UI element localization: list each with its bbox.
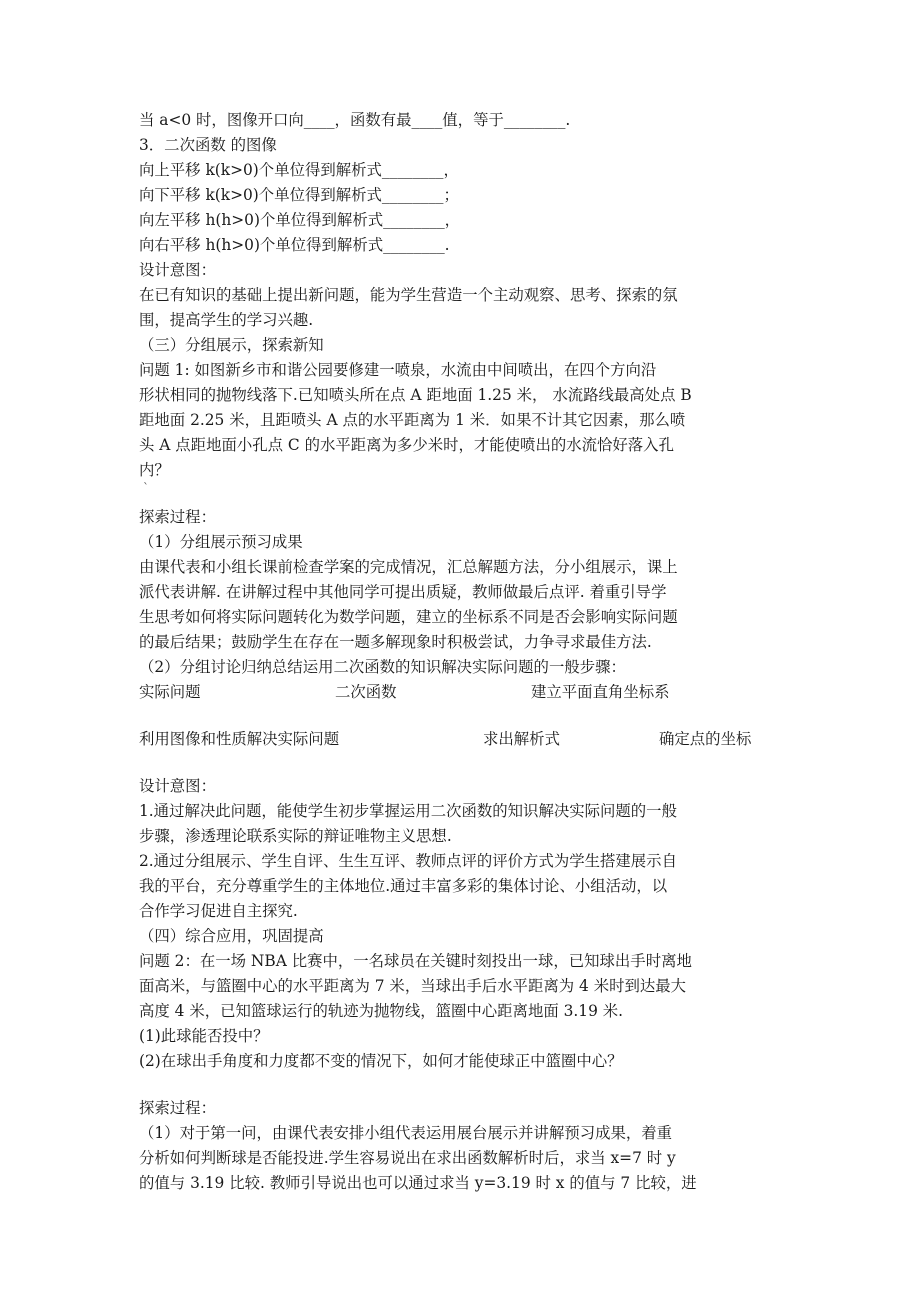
text-line: 向左平移 h(h>0)个单位得到解析式________，	[139, 211, 461, 229]
text-line: 当 a<0 时，图像开口向____，函数有最____值，等于________.	[139, 111, 571, 129]
text-line: 2.通过分组展示、学生自评、生生互评、教师点评的评价方式为学生搭建展示自	[139, 852, 677, 870]
text-line: 派代表讲解. 在讲解过程中其他同学可提出质疑，教师做最后点评. 着重引导学	[139, 583, 667, 601]
section-c	[139, 774, 839, 1074]
problem-2-question: (1)此球能否投中？	[139, 1027, 269, 1045]
exploration-heading: 探索过程：	[139, 508, 216, 526]
section-a	[139, 108, 839, 493]
exploration-heading: 探索过程：	[139, 1099, 216, 1117]
problem-1-line: 内？	[139, 461, 170, 479]
design-intent-heading: 设计意图：	[139, 261, 216, 279]
flow-row-1	[139, 680, 839, 705]
text-line: 向右平移 h(h>0)个单位得到解析式________.	[139, 236, 450, 254]
problem-2-line: 高度 4 米，已知篮球运行的轨迹为抛物线，篮圈中心距离地面 3.19 米.	[139, 1002, 624, 1020]
problem-1-line: 头 A 点距地面小孔点 C 的水平距离为多少米时，才能使喷出的水流恰好落入孔	[139, 436, 674, 454]
text-line: 向上平移 k(k>0)个单位得到解析式________，	[139, 161, 459, 179]
text-line: 围，提高学生的学习兴趣.	[139, 311, 314, 329]
problem-1-line: 形状相同的抛物线落下.已知喷头所在点 A 距地面 1.25 米， 水流路线最高处点 B	[139, 386, 692, 404]
text-line: 由课代表和小组长课前检查学案的完成情况，汇总解题方法，分小组展示，课上	[139, 558, 678, 576]
flow-row-2	[139, 727, 839, 752]
problem-2-line: 面高米，与篮圈中心的水平距离为 7 米，当球出手后水平距离为 4 米时到达最大	[139, 977, 687, 995]
text-line: 在已有知识的基础上提出新问题，能为学生营造一个主动观察、思考、探索的氛	[139, 286, 678, 304]
flow-step: 利用图像和性质解决实际问题	[139, 730, 340, 748]
problem-2-question: (2)在球出手角度和力度都不变的情况下，如何才能使球正中篮圈中心？	[139, 1052, 623, 1070]
section-d	[139, 1096, 839, 1196]
section-b	[139, 505, 839, 680]
flow-step: 确定点的坐标	[659, 730, 752, 748]
flow-step: 建立平面直角坐标系	[531, 683, 670, 701]
section-heading: （三）分组展示，探索新知	[139, 336, 324, 354]
flow-step: 二次函数	[335, 683, 397, 701]
text-line: 的最后结果；鼓励学生在存在一题多解现象时积极尝试，力争寻求最佳方法.	[139, 633, 652, 651]
problem-2-line: 问题 2：在一场 NBA 比赛中，一名球员在关键时刻投出一球，已知球出手时离地	[139, 952, 692, 970]
flow-steps	[139, 680, 839, 774]
text-line: 合作学习促进自主探究.	[139, 902, 298, 920]
stray-mark: `	[143, 481, 149, 495]
design-intent-heading: 设计意图：	[139, 777, 216, 795]
text-line: 的值与 3.19 比较. 教师引导说出也可以通过求当 y=3.19 时 x 的值与 7 比较，进	[139, 1174, 697, 1192]
text-line: 步骤，渗透理论联系实际的辩证唯物主义思想.	[139, 827, 452, 845]
text-line: 1.通过解决此问题，能使学生初步掌握运用二次函数的知识解决实际问题的一般	[139, 802, 677, 820]
section-heading: （四）综合应用，巩固提高	[139, 927, 324, 945]
text-line: 我的平台，充分尊重学生的主体地位.通过丰富多彩的集体讨论、小组活动，以	[139, 877, 668, 895]
problem-1-line: 距地面 2.25 米，且距喷头 A 点的水平距离为 1 米．如果不计其它因素，那么喷	[139, 411, 686, 429]
document-page	[139, 108, 839, 1196]
text-line: 3．二次函数 的图像	[139, 136, 277, 154]
problem-1-line: 问题 1: 如图新乡市和谐公园要修建一喷泉，水流由中间喷出，在四个方向沿	[139, 361, 657, 379]
flow-step: 求出解析式	[483, 730, 560, 748]
text-line: 向下平移 k(k>0)个单位得到解析式________；	[139, 186, 459, 204]
text-line: （1）分组展示预习成果	[139, 533, 303, 551]
text-line: （1）对于第一问，由课代表安排小组代表运用展台展示并讲解预习成果，着重	[139, 1124, 673, 1142]
flow-step: 实际问题	[139, 683, 201, 701]
text-line: （2）分组讨论归纳总结运用二次函数的知识解决实际问题的一般步骤：	[139, 658, 626, 676]
text-line: 生思考如何将实际问题转化为数学问题，建立的坐标系不同是否会影响实际问题	[139, 608, 678, 626]
text-line: 分析如何判断球是否能投进.学生容易说出在求出函数解析时后，求当 x=7 时 y	[139, 1149, 676, 1167]
